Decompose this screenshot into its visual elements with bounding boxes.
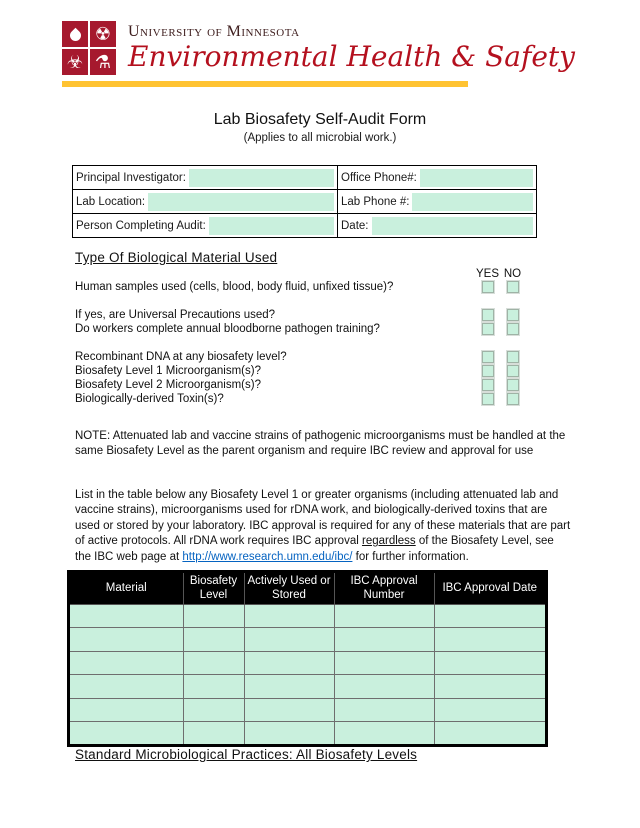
biosafety-level-header: Biosafety Level (183, 572, 244, 604)
biosafety-level-cell[interactable] (183, 675, 244, 699)
actively-used-cell[interactable] (244, 675, 334, 699)
gold-divider (62, 81, 468, 87)
biosafety-level-cell[interactable] (183, 628, 244, 652)
biohazard-icon: ☣ (62, 49, 88, 75)
page-title: Lab Biosafety Self-Audit Form (213, 111, 427, 128)
question-label: Recombinant DNA at any biosafety level? (75, 351, 287, 363)
paragraph-text: of the Biosafety Level, see the IBC web page at (75, 535, 554, 563)
ibc-approval-number-header: IBC Approval Number (334, 572, 434, 604)
material-cell[interactable] (69, 675, 183, 699)
ibc-approval-number-cell[interactable] (334, 675, 434, 699)
ibc-approval-date-cell[interactable] (434, 651, 546, 675)
ibc-approval-date-header: IBC Approval Date (434, 572, 546, 604)
material-cell[interactable] (69, 698, 183, 722)
material-cell[interactable] (69, 628, 183, 652)
regardless-emphasis: regardless (361, 535, 416, 548)
radiation-icon: ☢ (90, 21, 116, 47)
ibc-web-link[interactable]: http://www.research.umn.edu/ibc/ (182, 550, 353, 563)
material-cell[interactable] (69, 604, 183, 628)
yes-checkbox[interactable] (482, 379, 494, 391)
question-label: Biosafety Level 2 Microorganism(s)? (75, 379, 261, 391)
standard-practices-heading: Standard Microbiological Practices: All Biosafety Levels (75, 747, 418, 762)
yes-checkbox[interactable] (482, 351, 494, 363)
ibc-approval-number-cell[interactable] (334, 698, 434, 722)
question-label: If yes, are Universal Precautions used? (75, 309, 276, 321)
question-label: Do workers complete annual bloodborne pathogen training? (75, 323, 380, 335)
no-checkbox[interactable] (507, 365, 519, 377)
no-checkbox[interactable] (507, 351, 519, 363)
yes-checkbox[interactable] (482, 323, 494, 335)
drop-icon (62, 21, 88, 47)
question-group (75, 308, 525, 336)
actively-used-cell[interactable] (244, 698, 334, 722)
person-completing-audit-field[interactable] (209, 217, 334, 235)
question-label: Human samples used (cells, blood, body fluid, unfixed tissue)? (75, 281, 394, 293)
yes-checkbox[interactable] (482, 309, 494, 321)
table-row (69, 698, 546, 722)
no-column-label: NO (503, 268, 522, 280)
yes-checkbox[interactable] (482, 365, 494, 377)
table-row (73, 166, 537, 190)
lab-location-field[interactable] (148, 193, 334, 211)
question-row (75, 322, 525, 336)
question-row (75, 308, 525, 322)
date-label: Date: (341, 219, 369, 232)
question-row (75, 378, 525, 392)
person-completing-audit-label: Person Completing Audit: (76, 219, 206, 232)
lab-phone-label: Lab Phone #: (341, 195, 410, 208)
page-header (62, 21, 575, 75)
table-header-row (69, 572, 546, 604)
contact-info-table (72, 165, 537, 238)
principal-investigator-field[interactable] (189, 169, 334, 187)
actively-used-cell[interactable] (244, 722, 334, 746)
paragraph-text: for further information. (352, 550, 469, 563)
question-label: Biologically-derived Toxin(s)? (75, 393, 224, 405)
table-row (69, 722, 546, 746)
ibc-approval-date-cell[interactable] (434, 604, 546, 628)
question-row (75, 280, 525, 294)
table-row (73, 214, 537, 238)
question-row (75, 392, 525, 406)
biosafety-level-cell[interactable] (183, 722, 244, 746)
flask-icon: ⚗ (90, 49, 116, 75)
ibc-approval-number-cell[interactable] (334, 651, 434, 675)
material-table (68, 571, 547, 746)
no-checkbox[interactable] (507, 309, 519, 321)
university-name: University of Minnesota (128, 23, 300, 40)
department-name: Environmental Health & Safety (128, 40, 576, 73)
ibc-approval-date-cell[interactable] (434, 628, 546, 652)
table-row (69, 651, 546, 675)
biosafety-level-cell[interactable] (183, 604, 244, 628)
table-row (69, 675, 546, 699)
actively-used-cell[interactable] (244, 628, 334, 652)
biological-material-section (75, 250, 525, 420)
lab-phone-field[interactable] (412, 193, 533, 211)
header-text (128, 21, 575, 73)
no-checkbox[interactable] (507, 379, 519, 391)
material-cell[interactable] (69, 651, 183, 675)
material-header: Material (69, 572, 183, 604)
actively-used-cell[interactable] (244, 651, 334, 675)
note-paragraph: NOTE: Attenuated lab and vaccine strains of pathogenic microorganisms must be handled at the same Biosafety Level as the parent organism and require IBC review and approval for use (75, 430, 566, 458)
actively-used-cell[interactable] (244, 604, 334, 628)
biosafety-level-cell[interactable] (183, 698, 244, 722)
ibc-approval-date-cell[interactable] (434, 722, 546, 746)
lab-location-label: Lab Location: (76, 195, 146, 208)
yes-no-header (75, 268, 525, 280)
ibc-approval-number-cell[interactable] (334, 604, 434, 628)
date-field[interactable] (372, 217, 534, 235)
question-row (75, 350, 525, 364)
question-group (75, 350, 525, 406)
ibc-approval-number-cell[interactable] (334, 722, 434, 746)
material-cell[interactable] (69, 722, 183, 746)
no-checkbox[interactable] (507, 281, 519, 293)
actively-used-header: Actively Used or Stored (244, 572, 334, 604)
paragraph-text: List in the table below any Biosafety Level 1 or greater organisms (including attenuated lab and vaccine strains), microorganisms used for rDNA work, and biologically-derived toxins that are used or stored by your laboratory. IBC approval is required for any of these materials that are part of active protocols. All rDNA work requires IBC approval (75, 489, 571, 548)
table-row (69, 604, 546, 628)
no-checkbox[interactable] (507, 393, 519, 405)
question-group (75, 280, 525, 294)
question-label: Biosafety Level 1 Microorganism(s)? (75, 365, 261, 377)
yes-column-label: YES (475, 268, 499, 280)
question-row (75, 364, 525, 378)
page-subtitle: (Applies to all microbial work.) (243, 132, 397, 144)
table-row (69, 628, 546, 652)
title-block (0, 111, 640, 144)
yes-checkbox[interactable] (482, 281, 494, 293)
table-row (73, 190, 537, 214)
instructions-paragraph (75, 488, 572, 565)
no-checkbox[interactable] (507, 323, 519, 335)
office-phone-field[interactable] (420, 169, 533, 187)
yes-checkbox[interactable] (482, 393, 494, 405)
ehs-logo (62, 21, 116, 75)
office-phone-label: Office Phone#: (341, 171, 417, 184)
ibc-approval-date-cell[interactable] (434, 698, 546, 722)
principal-investigator-label: Principal Investigator: (76, 171, 186, 184)
ibc-approval-date-cell[interactable] (434, 675, 546, 699)
ibc-approval-number-cell[interactable] (334, 628, 434, 652)
section-heading: Type Of Biological Material Used (75, 250, 278, 265)
biosafety-level-cell[interactable] (183, 651, 244, 675)
